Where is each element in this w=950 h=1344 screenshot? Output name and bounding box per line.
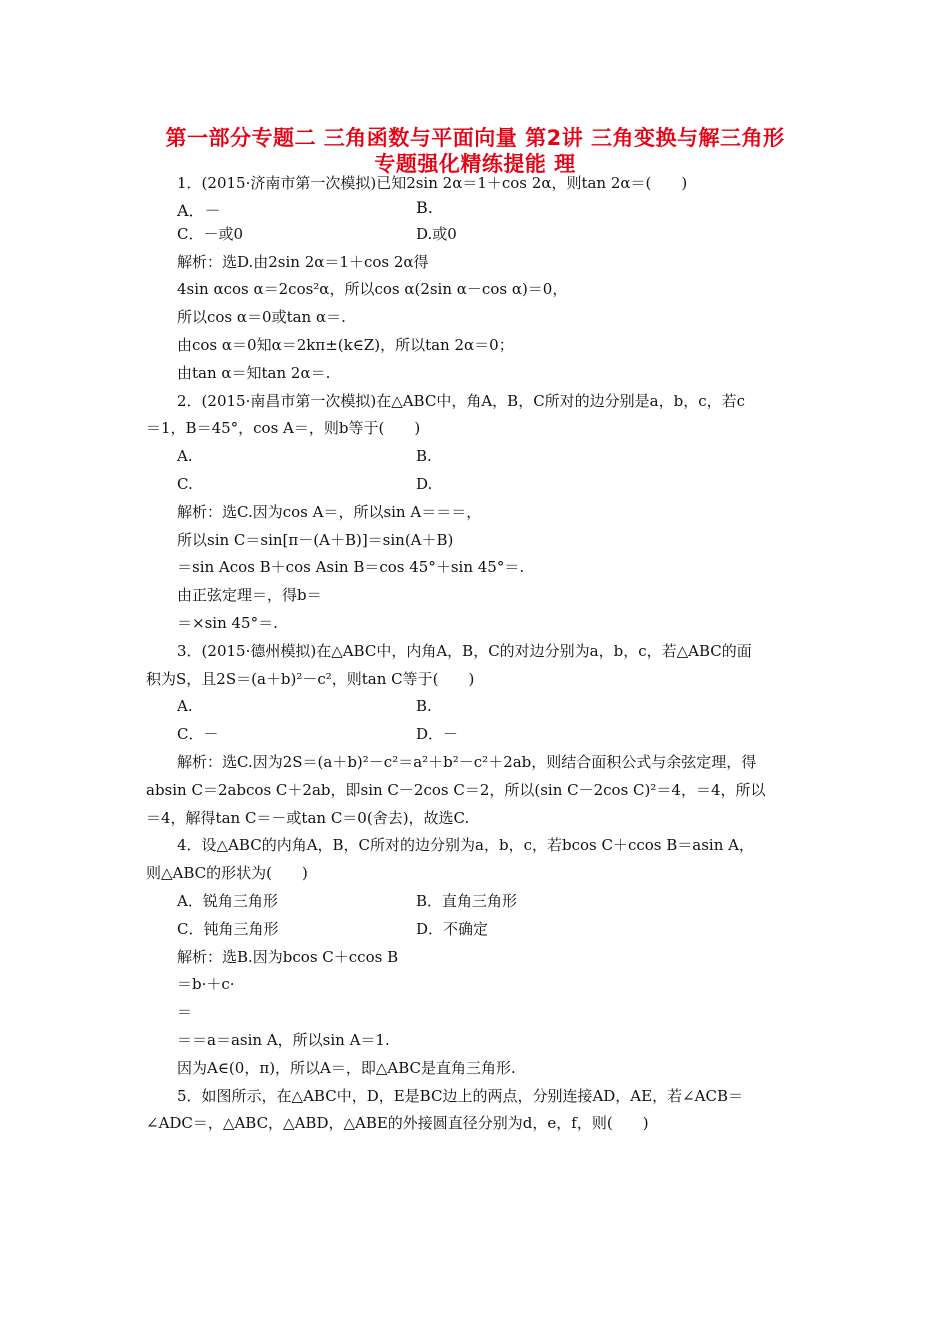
q3-option-d: D．－: [416, 725, 459, 744]
q1-solution-line: 所以cos α＝0或tan α＝.: [177, 308, 346, 327]
q2-solution-line: 解析：选C.因为cos A＝，所以sin A＝＝＝，: [177, 502, 482, 521]
q4-solution-line: 解析：选B.因为bcos C＋ccos B: [177, 947, 399, 966]
document-body: [146, 170, 810, 1138]
q5-stem-line2: ∠ADC＝，△ABC，△ABD，△ABE的外接圆直径分别为d，e，f，则( ): [146, 1114, 649, 1133]
q4-solution-line: 因为A∈(0，π)，所以A＝，即△ABC是直角三角形.: [177, 1058, 516, 1077]
q2-stem-line2: ＝1，B＝45°，cos A＝，则b等于( ): [146, 419, 421, 438]
page-title: 第一部分专题二 三角函数与平面向量 第2讲 三角变换与解三角形: [165, 126, 785, 150]
q3-option-b: B.: [416, 697, 432, 716]
q1-stem: 1．(2015·济南市第一次模拟)已知2sin 2α＝1＋cos 2α，则tan 2α＝( ): [177, 174, 688, 192]
q1-option-b: B.: [416, 197, 433, 217]
q2-solution-line: 所以sin C＝sin[π－(A＋B)]＝sin(A＋B): [177, 530, 454, 549]
q2-option-c: C.: [177, 474, 193, 493]
q1-solution-line: 由cos α＝0知α＝2kπ±(k∈Z)，所以tan 2α＝0；: [177, 335, 514, 354]
q3-option-a: A.: [177, 697, 193, 716]
q4-solution-line: ＝＝a＝asin A，所以sin A＝1.: [177, 1030, 390, 1049]
page-subtitle: 专题强化精练提能 理: [374, 152, 576, 176]
q5-stem-line1: 5．如图所示，在△ABC中，D，E是BC边上的两点，分别连接AD，AE，若∠ACB＝: [177, 1086, 743, 1105]
q2-options-ab: [146, 443, 810, 471]
q4-solution-line: ＝: [177, 1003, 193, 1022]
q3-solution-line2: absin C＝2abcos C＋2ab，即sin C－2cos C＝2，所以(sin C－2cos C)²＝4，＝4，所以: [146, 780, 766, 799]
q4-stem-line2: 则△ABC的形状为( ): [146, 864, 308, 883]
q2-options-cd: [146, 471, 810, 499]
q4-option-a: A．锐角三角形: [177, 891, 278, 910]
q4-option-b: B．直角三角形: [416, 891, 518, 910]
q2-option-b: B.: [416, 447, 432, 466]
q1-option-d: D.或0: [416, 224, 457, 243]
q1-option-c: C．－或0: [177, 224, 244, 243]
q1-options-cd: [146, 221, 810, 249]
q2-option-d: D.: [416, 474, 433, 493]
q3-stem-line1: 3．(2015·德州模拟)在△ABC中，内角A，B，C的对边分别为a，b，c，若△ABC的面: [177, 641, 752, 660]
q3-options-ab: [146, 693, 810, 721]
q4-stem-line1: 4．设△ABC的内角A，B，C所对的边分别为a，b，c，若bcos C＋ccos B＝asin A，: [177, 836, 754, 855]
q2-solution-line: ＝sin Acos B＋cos Asin B＝cos 45°＋sin 45°＝.: [177, 558, 525, 577]
q2-solution-line: ＝×sin 45°＝.: [177, 613, 278, 632]
q1-options-ab: [146, 198, 810, 221]
q1-solution-line: 解析：选D.由2sin 2α＝1＋cos 2α得: [177, 252, 429, 271]
q3-solution-line3: ＝4，解得tan C＝－或tan C＝0(舍去)，故选C.: [146, 808, 470, 827]
q1-option-a: A．－: [177, 200, 221, 220]
q2-solution-line: 由正弦定理＝，得b＝: [177, 586, 322, 605]
q4-options-cd: [146, 916, 810, 944]
q2-stem-line1: 2．(2015·南昌市第一次模拟)在△ABC中，角A，B，C所对的边分别是a，b，c，若c: [177, 391, 746, 410]
q3-stem-line2: 积为S，且2S＝(a＋b)²－c²，则tan C等于( ): [146, 669, 475, 688]
q3-options-cd: [146, 721, 810, 749]
q4-option-d: D．不确定: [416, 919, 489, 938]
q4-options-ab: [146, 888, 810, 916]
q1-solution-line: 由tan α＝知tan 2α＝.: [177, 363, 331, 382]
q4-solution-line: ＝b·＋c·: [177, 975, 235, 994]
q3-solution-line1: 解析：选C.因为2S＝(a＋b)²－c²＝a²＋b²－c²＋2ab，则结合面积公式与余弦定理，得: [177, 752, 757, 771]
q3-option-c: C．－: [177, 725, 219, 744]
q2-option-a: A.: [177, 447, 193, 466]
q4-option-c: C．钝角三角形: [177, 919, 279, 938]
q1-solution-line: 4sin αcos α＝2cos²α，所以cos α(2sin α－cos α)＝0，: [177, 280, 568, 299]
